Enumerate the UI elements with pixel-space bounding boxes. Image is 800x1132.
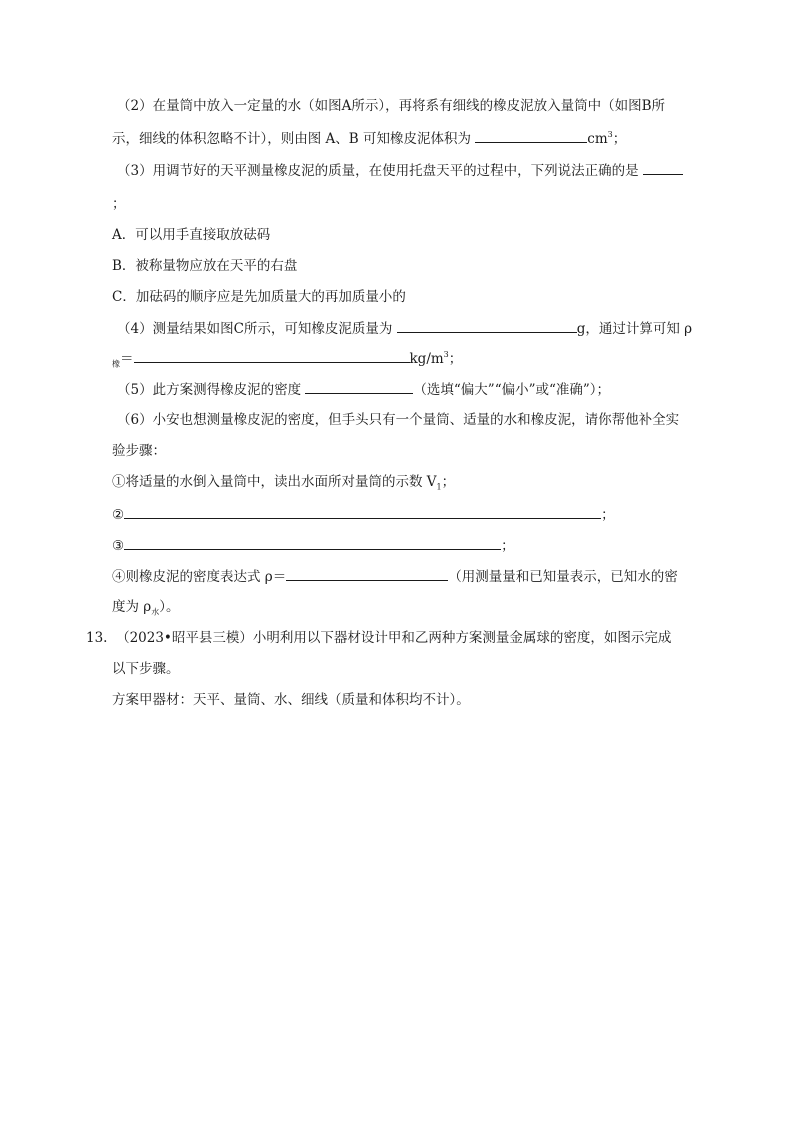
q3-option-a: A．可以用手直接取放砝码 (112, 227, 271, 243)
q4-line2 (112, 348, 740, 369)
q5-line (117, 379, 740, 400)
q4-end: ； (448, 351, 463, 367)
q13-number: 13. (86, 630, 108, 646)
q6-step4-end: ）。 (159, 599, 180, 615)
q5-text: （5）此方案测得橡皮泥的密度 (117, 382, 306, 398)
q4-line1 (117, 318, 740, 339)
q6-step2 (112, 504, 740, 525)
q6-step3-end: ； (501, 538, 515, 554)
q4-equals: ＝ (120, 351, 134, 367)
q4-text: （4）测量结果如图C所示，可知橡皮泥质量为 (117, 321, 397, 337)
q6-line1: （6）小安也想测量橡皮泥的密度，但手头只有一个量筒、适量的水和橡皮泥，请你帮他补全实 (117, 412, 680, 428)
q5-text-2: （选填“偏大”“偏小”或“准确”）； (413, 382, 611, 398)
q6-step2-label: ② (112, 507, 125, 523)
q4-text-2: g，通过计算可知 ρ (576, 321, 693, 337)
q6-step4-rho: 度为 ρ (112, 599, 152, 615)
q6-step4-text-2: （用测量量和已知量表示，已知水的密 (448, 569, 678, 585)
q6-step4 (112, 566, 740, 587)
q6-step4-text: ④则橡皮泥的密度表达式 ρ＝ (112, 569, 287, 585)
q13-line1 (86, 628, 740, 648)
q13-line3: 方案甲器材：天平、量筒、水、细线（质量和体积均不计）。 (112, 692, 470, 708)
q4-rho-sub: 橡 (112, 359, 120, 369)
q4-unit: kg/m (409, 351, 444, 367)
q3-option-b: B．被称量物应放在天平的右盘 (112, 258, 298, 274)
q13-text: （2023•昭平县三模）小明利用以下器材设计甲和乙两种方案测量金属球的密度，如图示完成 (116, 630, 672, 646)
q3-line2: ； (112, 196, 126, 212)
q2-end: ； (612, 131, 627, 147)
q4-density-blank[interactable] (134, 348, 410, 363)
q3-line1 (117, 160, 740, 181)
q6-step1-sub: 1 (436, 482, 442, 492)
q6-step4-sub: 水 (151, 607, 160, 617)
q2-answer-blank[interactable] (475, 128, 587, 143)
q2-line1: （2）在量筒中放入一定量的水（如图A所示），再将系有细线的橡皮泥放入量筒中（如图B所 (117, 98, 666, 114)
q6-step2-blank[interactable] (124, 504, 601, 519)
q4-mass-blank[interactable] (397, 318, 577, 333)
q2-unit-sup: 3 (607, 130, 613, 139)
q6-step3 (112, 535, 740, 556)
q2-text: 示，细线的体积忽略不计），则由图 A、B 可知橡皮泥体积为 (112, 131, 476, 147)
q3-text: （3）用调节好的天平测量橡皮泥的质量，在使用托盘天平的过程中，下列说法正确的是 (117, 163, 643, 179)
q6-step3-label: ③ (112, 538, 125, 554)
q6-step1-text: ①将适量的水倒入量筒中，读出水面所对量筒的示数 V (112, 474, 437, 490)
q5-answer-blank[interactable] (305, 379, 413, 394)
q6-step2-end: ； (601, 507, 615, 523)
q4-unit-sup: 3 (443, 350, 449, 359)
q6-line2: 验步骤： (112, 443, 166, 459)
q3-option-c: C．加砝码的顺序应是先加质量大的再加质量小的 (112, 289, 406, 305)
q3-answer-blank[interactable] (643, 160, 683, 175)
q2-line2 (112, 128, 740, 149)
q2-unit: cm (587, 131, 608, 147)
q6-step4-cont (112, 597, 740, 617)
q13-line2: 以下步骤。 (112, 661, 180, 677)
q6-step3-blank[interactable] (124, 535, 501, 550)
q6-step1-end: ； (441, 474, 456, 490)
q6-step1 (112, 472, 740, 492)
q6-step4-blank[interactable] (286, 566, 448, 581)
